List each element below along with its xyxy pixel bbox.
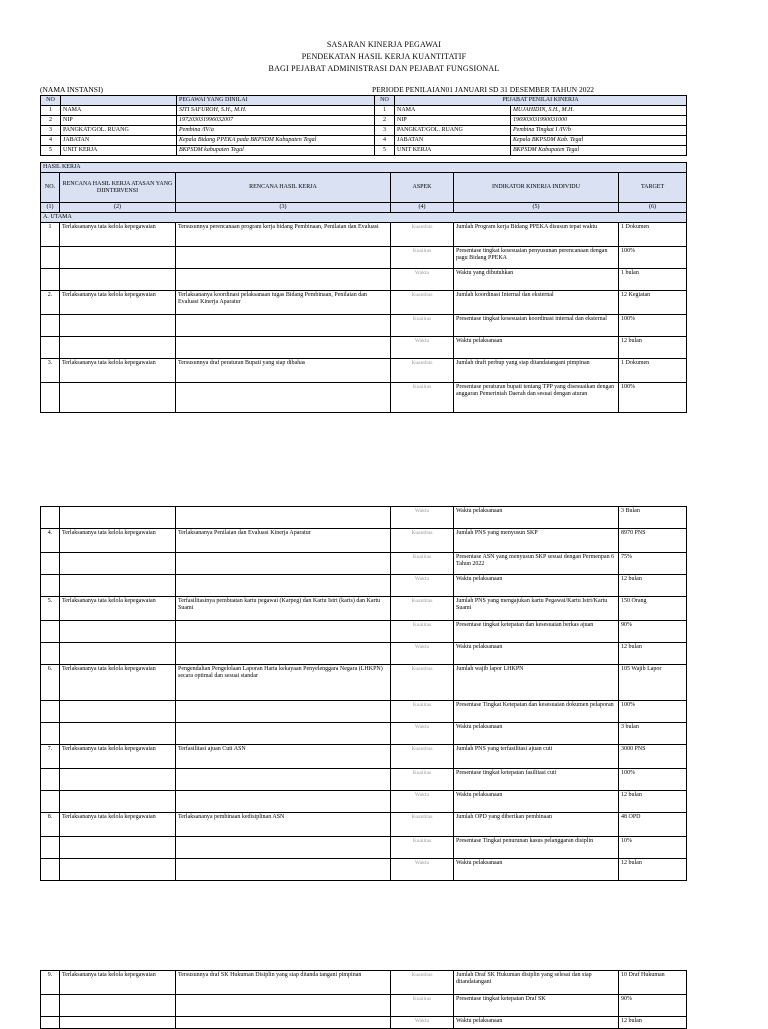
- row-target: 90%: [619, 995, 687, 1017]
- hasil-kerja-row: [41, 745, 687, 769]
- pegawai-no: 5: [41, 146, 61, 156]
- row-aspek: Kuantitas: [391, 291, 454, 315]
- row-no: 8.: [41, 813, 60, 837]
- row-target: 100%: [619, 247, 687, 269]
- row-target: 12 bulan: [619, 575, 687, 597]
- row-atasan: [60, 247, 176, 269]
- hasil-kerja-row: [41, 723, 687, 745]
- row-no: [41, 995, 60, 1017]
- row-no: [41, 643, 60, 665]
- pegawai-field-label: PANGKAT/GOL. RUANG: [61, 126, 177, 136]
- row-rencana: Tersusunnya perencanaan program kerja bidang Pembinaan, Penilaian dan Evaluasi: [176, 223, 391, 247]
- pejabat-penilai-value: Kepala BKPSDM Kab. Tegal: [511, 136, 687, 146]
- hasil-kerja-row: [41, 665, 687, 701]
- row-no: [41, 553, 60, 575]
- hasil-kerja-row: [41, 1017, 687, 1029]
- row-target: 1 Dokumen: [619, 359, 687, 383]
- hasil-kerja-row: [41, 553, 687, 575]
- row-no: [41, 1017, 60, 1029]
- row-rencana: [176, 553, 391, 575]
- row-aspek: Kuantitas: [391, 745, 454, 769]
- skp-table-page1: [40, 95, 687, 156]
- row-indikator: Waktu yang dibutuhkan: [454, 269, 619, 291]
- row-target: 48 OPD: [619, 813, 687, 837]
- pegawai-dinilai-value: Pembina /IV/a: [177, 126, 375, 136]
- row-target: 75%: [619, 553, 687, 575]
- row-aspek: Waktu: [391, 791, 454, 813]
- row-aspek: Kuantitas: [391, 223, 454, 247]
- row-target: 3 bulan: [619, 723, 687, 745]
- row-no: [41, 247, 60, 269]
- row-target: 105 Wajib Lapor: [619, 665, 687, 701]
- row-indikator: Presentase tingkat ketepatan dan kesesuaian berkas ajuan: [454, 621, 619, 643]
- row-rencana: [176, 1017, 391, 1029]
- row-no: [41, 575, 60, 597]
- pegawai-no: 2: [41, 116, 61, 126]
- hasil-kerja-row: [41, 995, 687, 1017]
- row-atasan: [60, 769, 176, 791]
- pegawai-dinilai-value: 197203031996032007: [177, 116, 375, 126]
- row-indikator: Waktu pelaksanaan: [454, 507, 619, 529]
- row-aspek: Waktu: [391, 575, 454, 597]
- row-no: [41, 837, 60, 859]
- row-indikator: Jumlah wajib lapor LHKPN: [454, 665, 619, 701]
- row-target: 8970 PNS: [619, 529, 687, 553]
- row-rencana: Terlaksananya Penilaian dan Evaluasi Kinerja Aparatur: [176, 529, 391, 553]
- row-target: 10 Draf Hukuman: [619, 971, 687, 995]
- row-no: 6.: [41, 665, 60, 701]
- row-no: 5.: [41, 597, 60, 621]
- row-no: [41, 337, 60, 359]
- row-atasan: [60, 837, 176, 859]
- row-rencana: [176, 383, 391, 413]
- row-aspek: Waktu: [391, 723, 454, 745]
- row-aspek: Kualitas: [391, 621, 454, 643]
- pegawai-dinilai-value: Kepala Bidang PPEKA pada BKPSDM Kabupaten Tegal: [177, 136, 375, 146]
- pegawai-header-row: [41, 96, 687, 106]
- row-indikator: Presentase tingkat ketepatan Draf SK: [454, 995, 619, 1017]
- hasil-kerja-table-page2: [40, 506, 687, 881]
- row-aspek: Kuantitas: [391, 971, 454, 995]
- row-target: 12 Kegiatan: [619, 291, 687, 315]
- row-aspek: Kuantitas: [391, 813, 454, 837]
- hasil-kerja-row: [41, 383, 687, 413]
- row-aspek: Waktu: [391, 507, 454, 529]
- pejabat-penilai-value: 196903031990031000: [511, 116, 687, 126]
- row-rencana: [176, 995, 391, 1017]
- col-indikator: INDIKATOR KINERJA INDIVIDU: [454, 173, 619, 203]
- row-target: 100%: [619, 701, 687, 723]
- row-aspek: Kualitas: [391, 837, 454, 859]
- row-indikator: Jumlah koordinasi Internal dan eksternal: [454, 291, 619, 315]
- row-aspek: Kuantitas: [391, 529, 454, 553]
- row-target: 10%: [619, 837, 687, 859]
- row-aspek: Kuantitas: [391, 597, 454, 621]
- row-target: 3000 PNS: [619, 745, 687, 769]
- row-aspek: Waktu: [391, 1017, 454, 1029]
- hasil-kerja-row: [41, 791, 687, 813]
- pejabat-no: 3: [375, 126, 395, 136]
- row-no: [41, 769, 60, 791]
- row-aspek: Kuantitas: [391, 359, 454, 383]
- row-no: 1: [41, 223, 60, 247]
- pejabat-penilai-header: PEJABAT PENILAI KINERJA: [395, 96, 687, 106]
- hasil-kerja-row: [41, 291, 687, 315]
- row-atasan: Terlaksananya tata kelola kepegawaian: [60, 223, 176, 247]
- row-no: 3.: [41, 359, 60, 383]
- row-target: 100%: [619, 383, 687, 413]
- row-indikator: Presentase tingkat ketepatan fasilitasi cuti: [454, 769, 619, 791]
- row-atasan: [60, 337, 176, 359]
- row-rencana: [176, 507, 391, 529]
- row-no: [41, 701, 60, 723]
- row-atasan: [60, 723, 176, 745]
- row-no: 9.: [41, 971, 60, 995]
- row-indikator: Jumlah OPD yang diberikan pembinaan: [454, 813, 619, 837]
- col-no: NO.: [41, 173, 60, 203]
- row-target: 12 bulan: [619, 1017, 687, 1029]
- row-indikator: Jumlah Draf SK Hukuman disiplin yang selesai dan siap ditandatangani: [454, 971, 619, 995]
- row-atasan: [60, 701, 176, 723]
- row-no: [41, 723, 60, 745]
- row-aspek: Waktu: [391, 859, 454, 881]
- row-indikator: Presentase Tingkat penurunan kasus pelanggaran disiplin: [454, 837, 619, 859]
- row-indikator: Jumlah Program kerja Bidang PPEKA disusun tepat waktu: [454, 223, 619, 247]
- row-rencana: [176, 575, 391, 597]
- pegawai-dinilai-value: SITI SAFUROH, S.H., M.H.: [177, 106, 375, 116]
- row-atasan: Terlaksananya tata kelola kepegawaian: [60, 291, 176, 315]
- col-target: TARGET: [619, 173, 687, 203]
- hasil-kerja-row: [41, 247, 687, 269]
- pejabat-field-label: JABATAN: [395, 136, 511, 146]
- hasil-kerja-header-row: [41, 173, 687, 203]
- pegawai-info-row: [41, 106, 687, 116]
- row-rencana: [176, 791, 391, 813]
- pegawai-no: 1: [41, 106, 61, 116]
- row-atasan: Terlaksananya tata kelola kepegawaian: [60, 813, 176, 837]
- pejabat-field-label: PANGKAT/GOL. RUANG: [395, 126, 511, 136]
- pejabat-no: 4: [375, 136, 395, 146]
- row-rencana: Terfasilitasi ajuan Cuti ASN: [176, 745, 391, 769]
- row-target: 1 Dokumen: [619, 223, 687, 247]
- row-aspek: Waktu: [391, 643, 454, 665]
- row-target: 12 bulan: [619, 859, 687, 881]
- row-indikator: Waktu pelaksanaan: [454, 575, 619, 597]
- col-aspek: ASPEK: [391, 173, 454, 203]
- row-indikator: Presentase tingkat kesesuaian penyusunan perencanaan dengan pagu Bidang PPEKA: [454, 247, 619, 269]
- row-aspek: Kualitas: [391, 315, 454, 337]
- hasil-kerja-row: [41, 597, 687, 621]
- pegawai-info-row: [41, 146, 687, 156]
- row-no: [41, 621, 60, 643]
- row-rencana: [176, 837, 391, 859]
- hasil-kerja-table-page3: [40, 970, 687, 1029]
- row-target: 100%: [619, 315, 687, 337]
- row-rencana: [176, 769, 391, 791]
- row-no: 7.: [41, 745, 60, 769]
- row-rencana: [176, 701, 391, 723]
- col-atasan: RENCANA HASIL KERJA ATASAN YANG DIINTERVENSI: [60, 173, 176, 203]
- row-indikator: Waktu pelaksanaan: [454, 791, 619, 813]
- hasil-kerja-row: [41, 769, 687, 791]
- row-indikator: Jumlah PNS yang menyusun SKP: [454, 529, 619, 553]
- row-rencana: [176, 247, 391, 269]
- row-aspek: Kualitas: [391, 701, 454, 723]
- row-target: 100%: [619, 769, 687, 791]
- doc-title-line1: SASARAN KINERJA PEGAWAI: [326, 40, 442, 49]
- periode-label: PERIODE PENILAIAN01 JANUARI SD 31 DESEMBER TAHUN 2022: [372, 85, 594, 94]
- pejabat-field-label: NAMA: [395, 106, 511, 116]
- row-atasan: Terlaksananya tata kelola kepegawaian: [60, 971, 176, 995]
- row-no: 2.: [41, 291, 60, 315]
- row-atasan: Terlaksananya tata kelola kepegawaian: [60, 359, 176, 383]
- hasil-kerja-table-page1: [40, 162, 687, 413]
- row-indikator: Waktu pelaksanaan: [454, 1017, 619, 1029]
- row-aspek: Waktu: [391, 337, 454, 359]
- row-atasan: [60, 575, 176, 597]
- row-aspek: Kualitas: [391, 769, 454, 791]
- col-rencana: RENCANA HASIL KERJA: [176, 173, 391, 203]
- index-row: (1) (2) (3) (4) (5) (6): [41, 203, 687, 213]
- pegawai-info-row: [41, 116, 687, 126]
- hasil-kerja-row: [41, 837, 687, 859]
- row-no: 4.: [41, 529, 60, 553]
- row-rencana: Pengendalian Pengelolaan Laporan Harta kekayaan Penyelenggara Negara (LHKPN) secara optimal dan sesuai standar: [176, 665, 391, 701]
- row-indikator: Presentase ASN yang menyusun SKP sesuai dengan Permenpan 6 Tahun 2022: [454, 553, 619, 575]
- hasil-kerja-row: [41, 529, 687, 553]
- row-atasan: Terlaksananya tata kelola kepegawaian: [60, 665, 176, 701]
- no-header-right: NO: [375, 96, 395, 106]
- row-rencana: [176, 643, 391, 665]
- row-target: 12 bulan: [619, 643, 687, 665]
- pegawai-field-label: NAMA: [61, 106, 177, 116]
- row-indikator: Presentase tingkat kesesuaian koordinasi internal dan eksternal: [454, 315, 619, 337]
- row-no: [41, 859, 60, 881]
- row-indikator: Waktu pelaksanaan: [454, 643, 619, 665]
- row-target: 3 Bulan: [619, 507, 687, 529]
- doc-title-line3: BAGI PEJABAT ADMINISTRASI DAN PEJABAT FUNGSIONAL: [268, 64, 500, 73]
- row-no: [41, 269, 60, 291]
- pegawai-no: 3: [41, 126, 61, 136]
- row-target: 1 bulan: [619, 269, 687, 291]
- row-no: [41, 315, 60, 337]
- row-indikator: Jumlah PNS yang terfasilitasi ajuan cuti: [454, 745, 619, 769]
- row-aspek: Kuantitas: [391, 665, 454, 701]
- pejabat-no: 2: [375, 116, 395, 126]
- row-rencana: Tersusunnya draf SK Hukuman Disiplin yang siap ditanda tangani pimpinan: [176, 971, 391, 995]
- row-target: 150 Orang: [619, 597, 687, 621]
- hasil-kerja-row: [41, 859, 687, 881]
- hasil-kerja-row: [41, 315, 687, 337]
- row-indikator: Waktu pelaksanaan: [454, 859, 619, 881]
- hasil-kerja-row: [41, 337, 687, 359]
- utama-section: A. UTAMA: [41, 213, 687, 223]
- row-atasan: [60, 643, 176, 665]
- row-atasan: [60, 553, 176, 575]
- pegawai-field-label: NIP: [61, 116, 177, 126]
- row-atasan: [60, 383, 176, 413]
- row-rencana: [176, 269, 391, 291]
- pejabat-field-label: NIP: [395, 116, 511, 126]
- pejabat-penilai-value: Pembina Tingkat I /IV/b: [511, 126, 687, 136]
- pejabat-no: 5: [375, 146, 395, 156]
- row-rencana: Terlaksananya koordinasi pelaksanaan tugas Bidang Pembinaan, Penilaian dan Evaluasi Kinerja Aparatur: [176, 291, 391, 315]
- row-atasan: [60, 269, 176, 291]
- row-target: 90%: [619, 621, 687, 643]
- row-atasan: [60, 791, 176, 813]
- row-aspek: Kualitas: [391, 247, 454, 269]
- row-indikator: Presentase Tingkat Ketepatan dan kesesuaian dokumen pelaporan: [454, 701, 619, 723]
- pejabat-penilai-value: MUJAHIDIN, S.H., M.H.: [511, 106, 687, 116]
- row-no: [41, 383, 60, 413]
- row-atasan: [60, 621, 176, 643]
- pegawai-field-label: JABATAN: [61, 136, 177, 146]
- hasil-kerja-row: [41, 621, 687, 643]
- row-rencana: [176, 859, 391, 881]
- row-atasan: Terlaksananya tata kelola kepegawaian: [60, 529, 176, 553]
- row-aspek: Waktu: [391, 269, 454, 291]
- hasil-kerja-row: [41, 813, 687, 837]
- row-target: 12 bulan: [619, 791, 687, 813]
- hasil-kerja-row: [41, 223, 687, 247]
- hasil-kerja-row: [41, 643, 687, 665]
- hasil-kerja-row: [41, 359, 687, 383]
- pegawai-info-row: [41, 126, 687, 136]
- row-rencana: [176, 337, 391, 359]
- row-no: [41, 507, 60, 529]
- pegawai-info-row: [41, 136, 687, 146]
- row-indikator: Presentase peraturan bupati tentang TPP yang disesuaikan dengan anggaran Pemerintah Daerah dan sesuai dengan aturan: [454, 383, 619, 413]
- hasil-kerja-row: [41, 269, 687, 291]
- pejabat-penilai-value: BKPSDM Kabupaten Tegal: [511, 146, 687, 156]
- pejabat-no: 1: [375, 106, 395, 116]
- row-rencana: Terfasilitasinya pembuatan kartu pegawai (Karpeg) dan Kartu Istri (karis) dan Kartu Suami: [176, 597, 391, 621]
- pegawai-no: 4: [41, 136, 61, 146]
- pegawai-field-label: UNIT KERJA: [61, 146, 177, 156]
- hasil-kerja-row: [41, 507, 687, 529]
- hasil-kerja-row: [41, 971, 687, 995]
- instansi-label: (NAMA INSTANSI): [40, 85, 103, 94]
- row-target: 12 bulan: [619, 337, 687, 359]
- row-aspek: Kualitas: [391, 383, 454, 413]
- row-atasan: Terlaksananya tata kelola kepegawaian: [60, 745, 176, 769]
- row-indikator: Waktu pelaksanaan: [454, 337, 619, 359]
- pejabat-field-label: UNIT KERJA: [395, 146, 511, 156]
- row-no: [41, 791, 60, 813]
- row-indikator: Jumlah PNS yang mengajukan kartu Pegawai/Kartu Istri/Kartu Suami: [454, 597, 619, 621]
- hasil-kerja-title: HASIL KERJA: [41, 163, 687, 173]
- row-atasan: [60, 859, 176, 881]
- row-atasan: [60, 507, 176, 529]
- row-rencana: [176, 315, 391, 337]
- row-aspek: Kualitas: [391, 995, 454, 1017]
- row-rencana: Tersusunnya draf peraturan Bupati yang siap dibahas: [176, 359, 391, 383]
- row-rencana: Terlaksananya pembinaan kedisiplinan ASN: [176, 813, 391, 837]
- row-rencana: [176, 723, 391, 745]
- pegawai-dinilai-header: PEGAWAI YANG DINILAI: [177, 96, 375, 106]
- row-atasan: [60, 315, 176, 337]
- row-atasan: [60, 1017, 176, 1029]
- doc-title-line2: PENDEKATAN HASIL KERJA KUANTITATIF: [301, 52, 467, 61]
- row-rencana: [176, 621, 391, 643]
- row-atasan: Terlaksananya tata kelola kepegawaian: [60, 597, 176, 621]
- hasil-kerja-row: [41, 701, 687, 723]
- row-aspek: Kualitas: [391, 553, 454, 575]
- row-atasan: [60, 995, 176, 1017]
- row-indikator: Jumlah draft perbup yang siap ditandatangani pimpinan: [454, 359, 619, 383]
- row-indikator: Waktu pelaksanaan: [454, 723, 619, 745]
- no-header: NO: [41, 96, 61, 106]
- pegawai-dinilai-value: BKPSDM kabupaten Tegal: [177, 146, 375, 156]
- hasil-kerja-row: [41, 575, 687, 597]
